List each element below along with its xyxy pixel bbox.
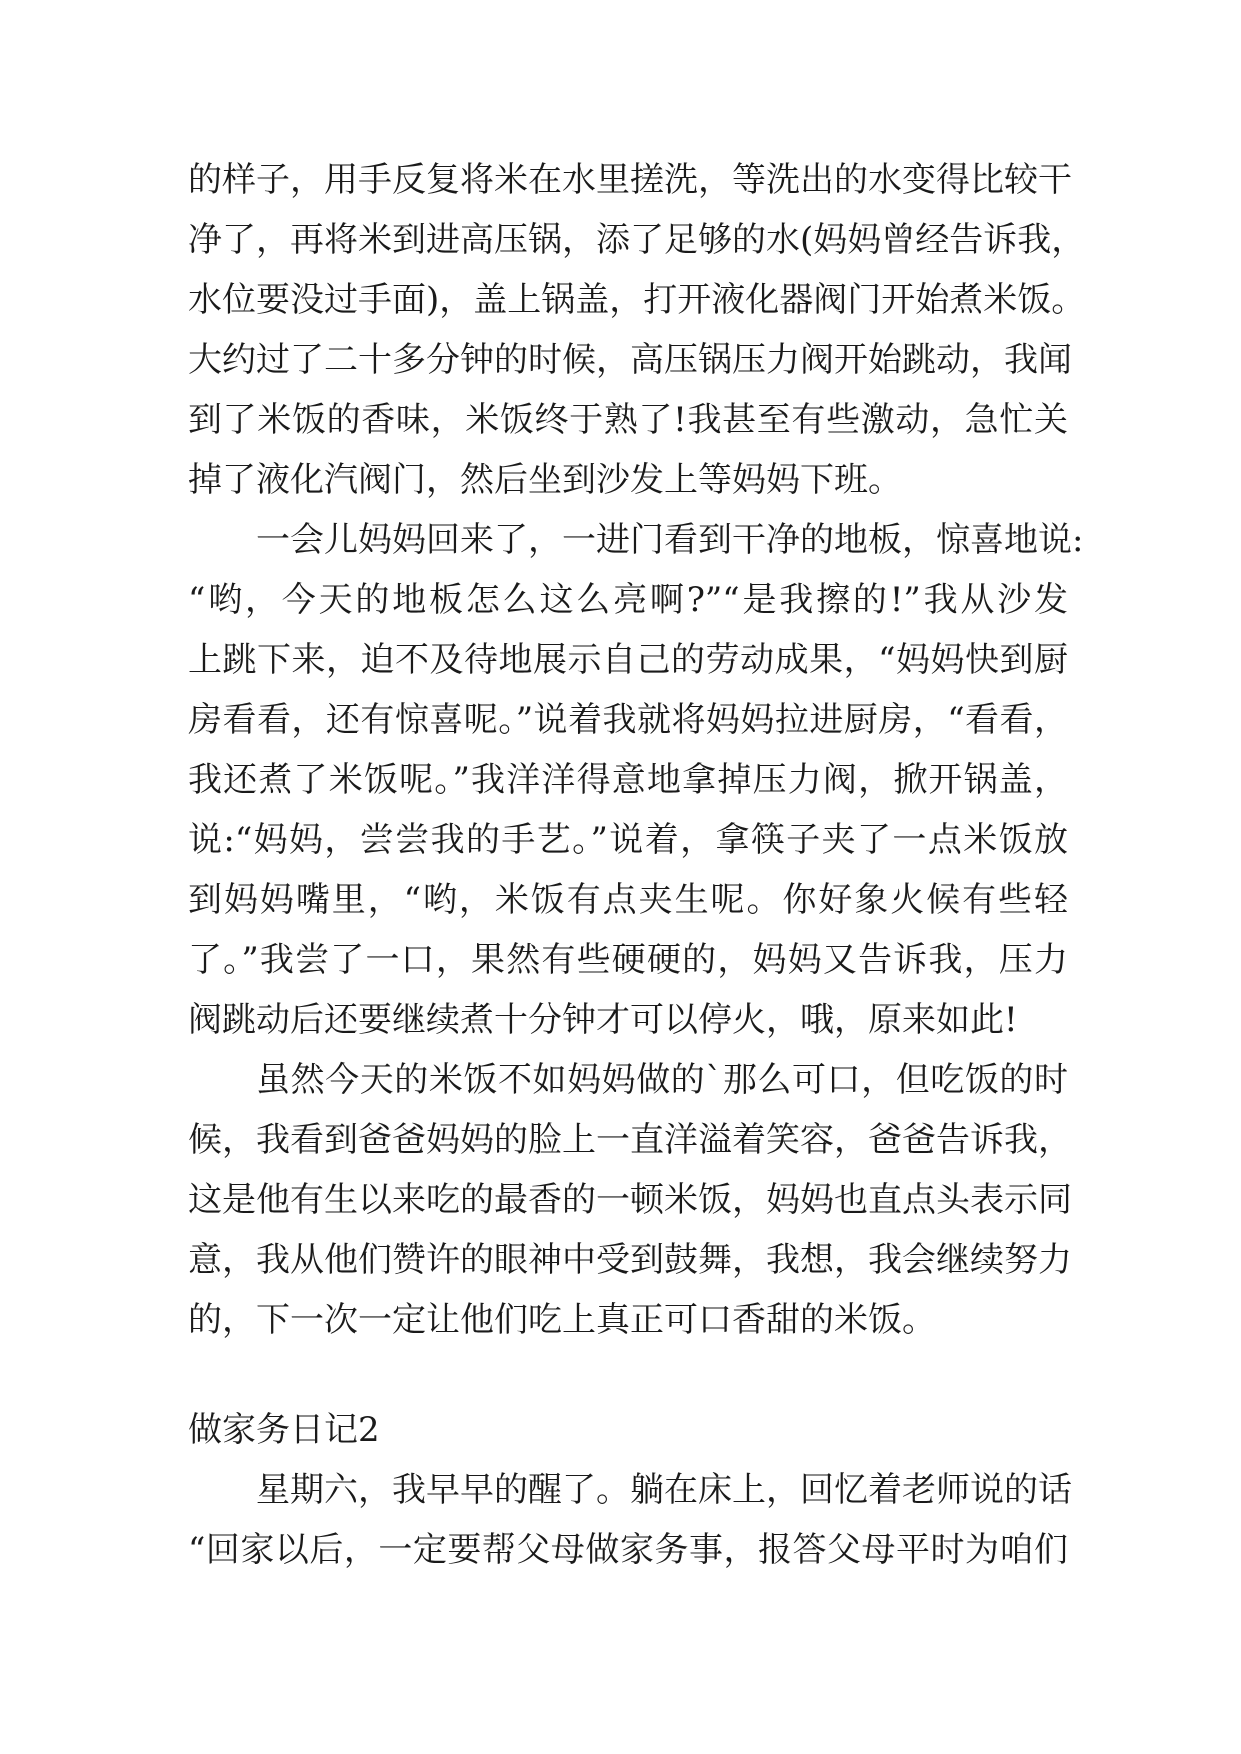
paragraph-1-line-5: 到了米饭的香味，米饭终于熟了!我甚至有些激动，急忙关 <box>188 400 1068 440</box>
paragraph-1-line-1: 的样子，用手反复将米在水里搓洗，等洗出的水变得比较干 <box>188 160 1072 200</box>
paragraph-3-line-1: 虽然今天的米饭不如妈妈做的`那么可口，但吃饭的时 <box>256 1060 1068 1100</box>
section-paragraph-line-2: “回家以后，一定要帮父母做家务事，报答父母平时为咱们 <box>188 1530 1068 1570</box>
paragraph-1-line-6: 掉了液化汽阀门，然后坐到沙发上等妈妈下班。 <box>188 460 902 500</box>
paragraph-3-line-5: 的，下一次一定让他们吃上真正可口香甜的米饭。 <box>188 1300 936 1340</box>
paragraph-2-line-1: 一会儿妈妈回来了，一进门看到干净的地板，惊喜地说: <box>256 520 1084 560</box>
section-title: 做家务日记2 <box>188 1410 380 1450</box>
paragraph-3-line-4: 意，我从他们赞许的眼神中受到鼓舞，我想，我会继续努力 <box>188 1240 1072 1280</box>
paragraph-3-line-3: 这是他有生以来吃的最香的一顿米饭，妈妈也直点头表示同 <box>188 1180 1072 1220</box>
paragraph-2-line-5: 我还煮了米饭呢。”我洋洋得意地拿掉压力阀，掀开锅盖， <box>188 760 1068 800</box>
paragraph-2-line-3: 上跳下来，迫不及待地展示自己的劳动成果，“妈妈快到厨 <box>188 640 1068 680</box>
paragraph-2-line-7: 到妈妈嘴里，“哟，米饭有点夹生呢。你好象火候有些轻 <box>188 880 1068 920</box>
paragraph-2-line-8: 了。”我尝了一口，果然有些硬硬的，妈妈又告诉我，压力 <box>188 940 1068 980</box>
paragraph-2-line-2: “哟，今天的地板怎么这么亮啊?”“是我擦的!”我从沙发 <box>188 580 1068 620</box>
paragraph-2-line-9: 阀跳动后还要继续煮十分钟才可以停火，哦，原来如此! <box>188 1000 1018 1040</box>
paragraph-2-line-4: 房看看，还有惊喜呢。”说着我就将妈妈拉进厨房，“看看， <box>188 700 1068 740</box>
paragraph-2-line-6: 说:“妈妈，尝尝我的手艺。”说着，拿筷子夹了一点米饭放 <box>188 820 1068 860</box>
paragraph-1-line-4: 大约过了二十多分钟的时候，高压锅压力阀开始跳动，我闻 <box>188 340 1072 380</box>
paragraph-3-line-2: 候，我看到爸爸妈妈的脸上一直洋溢着笑容，爸爸告诉我， <box>188 1120 1072 1160</box>
paragraph-1-line-3: 水位要没过手面)，盖上锅盖，打开液化器阀门开始煮米饭。 <box>188 280 1086 320</box>
paragraph-1-line-2: 净了，再将米到进高压锅，添了足够的水(妈妈曾经告诉我， <box>188 220 1086 260</box>
section-paragraph-line-1: 星期六，我早早的醒了。躺在床上，回忆着老师说的话 <box>256 1470 1072 1510</box>
